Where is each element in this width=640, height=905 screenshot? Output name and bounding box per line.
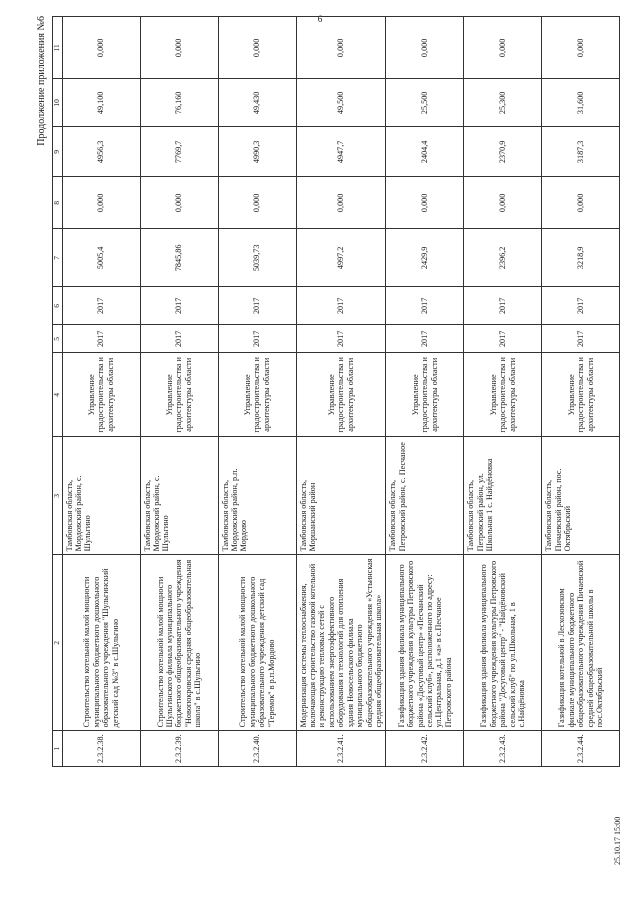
row-number: 2.3.2.42. (386, 731, 464, 767)
regional-amount: 2370,9 (464, 127, 542, 177)
column-number: 7 (53, 229, 63, 287)
responsible-body: Управление градостроительства и архитектуры области (296, 353, 386, 437)
start-year: 2017 (386, 325, 464, 353)
other-amount: 0,000 (296, 17, 386, 79)
responsible-body: Управление градостроительства и архитектуры области (218, 353, 296, 437)
appendix-label: Продолжение приложения №6 (36, 16, 47, 146)
row-number: 2.3.2.41. (296, 731, 386, 767)
other-amount: 0,000 (386, 17, 464, 79)
total-amount: 3218,9 (542, 229, 620, 287)
column-number: 2 (53, 555, 63, 731)
project-location: Тамбовская область, Петровский район, ул. Школьная 1 с. Найдёновка (464, 437, 542, 555)
local-amount: 49,100 (62, 79, 140, 127)
row-number: 2.3.2.40. (218, 731, 296, 767)
federal-amount: 0,000 (464, 177, 542, 229)
end-year: 2017 (542, 287, 620, 325)
project-name: Газификация котельной в Лесхозовском филиале муниципального бюджетного общеобразовательного учреждения Пичаевской средней общеобразовательной школы в пос.Октябрьский (542, 555, 620, 731)
responsible-body: Управление градостроительства и архитектуры области (140, 353, 218, 437)
project-name: Модернизация системы теплоснабжения, включающая строительство газовой котельной и реконструкцию тепловых сетей с использованием энергоэффективного оборудования и технологий для отопления здания Новосельского филиала муниципального бюджетного общеобразовательного учреждения «Устьинская средняя общеобразовательная школа» (296, 555, 386, 731)
federal-amount: 0,000 (218, 177, 296, 229)
table-body (62, 17, 620, 767)
project-location: Тамбовская область, Мордовский район, с. Шульгино (62, 437, 140, 555)
end-year: 2017 (464, 287, 542, 325)
column-number: 8 (53, 177, 63, 229)
column-number: 5 (53, 325, 63, 353)
data-table (52, 16, 620, 767)
project-name: Строительство котельной малой мощности Шульгинского филиала муниципального бюджетного общеобразовательного учреждения "Новопокровская средняя общеобразовательная школа" в с.Шульгино (140, 555, 218, 731)
federal-amount: 0,000 (140, 177, 218, 229)
local-amount: 76,160 (140, 79, 218, 127)
federal-amount: 0,000 (62, 177, 140, 229)
table-row (542, 17, 620, 767)
total-amount: 4997,2 (296, 229, 386, 287)
regional-amount: 4956,3 (62, 127, 140, 177)
start-year: 2017 (140, 325, 218, 353)
federal-amount: 0,000 (542, 177, 620, 229)
column-number: 4 (53, 353, 63, 437)
table-row (140, 17, 218, 767)
local-amount: 25,500 (386, 79, 464, 127)
end-year: 2017 (386, 287, 464, 325)
other-amount: 0,000 (464, 17, 542, 79)
table-row (62, 17, 140, 767)
end-year: 2017 (140, 287, 218, 325)
column-number: 3 (53, 437, 63, 555)
project-name: Строительство котельной малой мощности муниципального бюджетного дошкольного образовательного учреждения детский сад "Теремок" в р.п.Мордово (218, 555, 296, 731)
local-amount: 25,300 (464, 79, 542, 127)
page-number: 6 (317, 14, 323, 24)
other-amount: 0,000 (218, 17, 296, 79)
project-location: Тамбовская область, Петровский район, с. Песчаное (386, 437, 464, 555)
end-year: 2017 (62, 287, 140, 325)
regional-amount: 2404,4 (386, 127, 464, 177)
total-amount: 5005,4 (62, 229, 140, 287)
start-year: 2017 (296, 325, 386, 353)
project-location: Тамбовская область, Мордовский район, р.п. Мордово (218, 437, 296, 555)
federal-amount: 0,000 (296, 177, 386, 229)
project-location: Тамбовская область, Моршанский район (296, 437, 386, 555)
start-year: 2017 (218, 325, 296, 353)
column-number: 10 (53, 79, 63, 127)
local-amount: 49,500 (296, 79, 386, 127)
start-year: 2017 (464, 325, 542, 353)
project-location: Тамбовская область, Мордовский район, с. Шульгино (140, 437, 218, 555)
local-amount: 49,430 (218, 79, 296, 127)
total-amount: 2429,9 (386, 229, 464, 287)
row-number: 2.3.2.44. (542, 731, 620, 767)
project-location: Тамбовская область, Пичаевский район, пос. Октябрьский (542, 437, 620, 555)
row-number: 2.3.2.38. (62, 731, 140, 767)
row-number: 2.3.2.43. (464, 731, 542, 767)
other-amount: 0,000 (140, 17, 218, 79)
responsible-body: Управление градостроительства и архитектуры области (386, 353, 464, 437)
other-amount: 0,000 (542, 17, 620, 79)
column-number: 11 (53, 17, 63, 79)
column-number: 1 (53, 731, 63, 767)
end-year: 2017 (218, 287, 296, 325)
table-row (296, 17, 386, 767)
table-row (218, 17, 296, 767)
total-amount: 7845,86 (140, 229, 218, 287)
row-number: 2.3.2.39. (140, 731, 218, 767)
responsible-body: Управление градостроительства и архитектуры области (542, 353, 620, 437)
project-name: Строительство котельной малой мощности муниципального бюджетного дошкольного образовательного учреждения "Шульгинский детский сад №3" в с.Шульгино (62, 555, 140, 731)
regional-amount: 3187,3 (542, 127, 620, 177)
start-year: 2017 (542, 325, 620, 353)
total-amount: 5039,73 (218, 229, 296, 287)
project-name: Газификация здания филиала муниципального бюджетного учреждения культуры Петровского района «Досуговый центр» «Песчанский сельский клуб», расположенного по адресу: ул.Центральная, д.1 «а» в с.Песчаное Петровского района (386, 555, 464, 731)
other-amount: 0,000 (62, 17, 140, 79)
total-amount: 2396,2 (464, 229, 542, 287)
project-name: Газификация здания филиала муниципального бюджетного учреждения культуры Петровского района "Досуговый центр" - "Найдёновский сельский клуб" по ул.Школьная, 1 в с.Найдёновка (464, 555, 542, 731)
responsible-body: Управление градостроительства и архитектуры области (464, 353, 542, 437)
start-year: 2017 (62, 325, 140, 353)
regional-amount: 7769,7 (140, 127, 218, 177)
table-row (464, 17, 542, 767)
column-number-row (53, 17, 63, 767)
column-number: 6 (53, 287, 63, 325)
regional-amount: 4947,7 (296, 127, 386, 177)
regional-amount: 4990,3 (218, 127, 296, 177)
footer-datetime: 25.10.17 15:00 (613, 816, 622, 865)
federal-amount: 0,000 (386, 177, 464, 229)
local-amount: 31,600 (542, 79, 620, 127)
responsible-body: Управление градостроительства и архитектуры области (62, 353, 140, 437)
column-number: 9 (53, 127, 63, 177)
table-row (386, 17, 464, 767)
end-year: 2017 (296, 287, 386, 325)
